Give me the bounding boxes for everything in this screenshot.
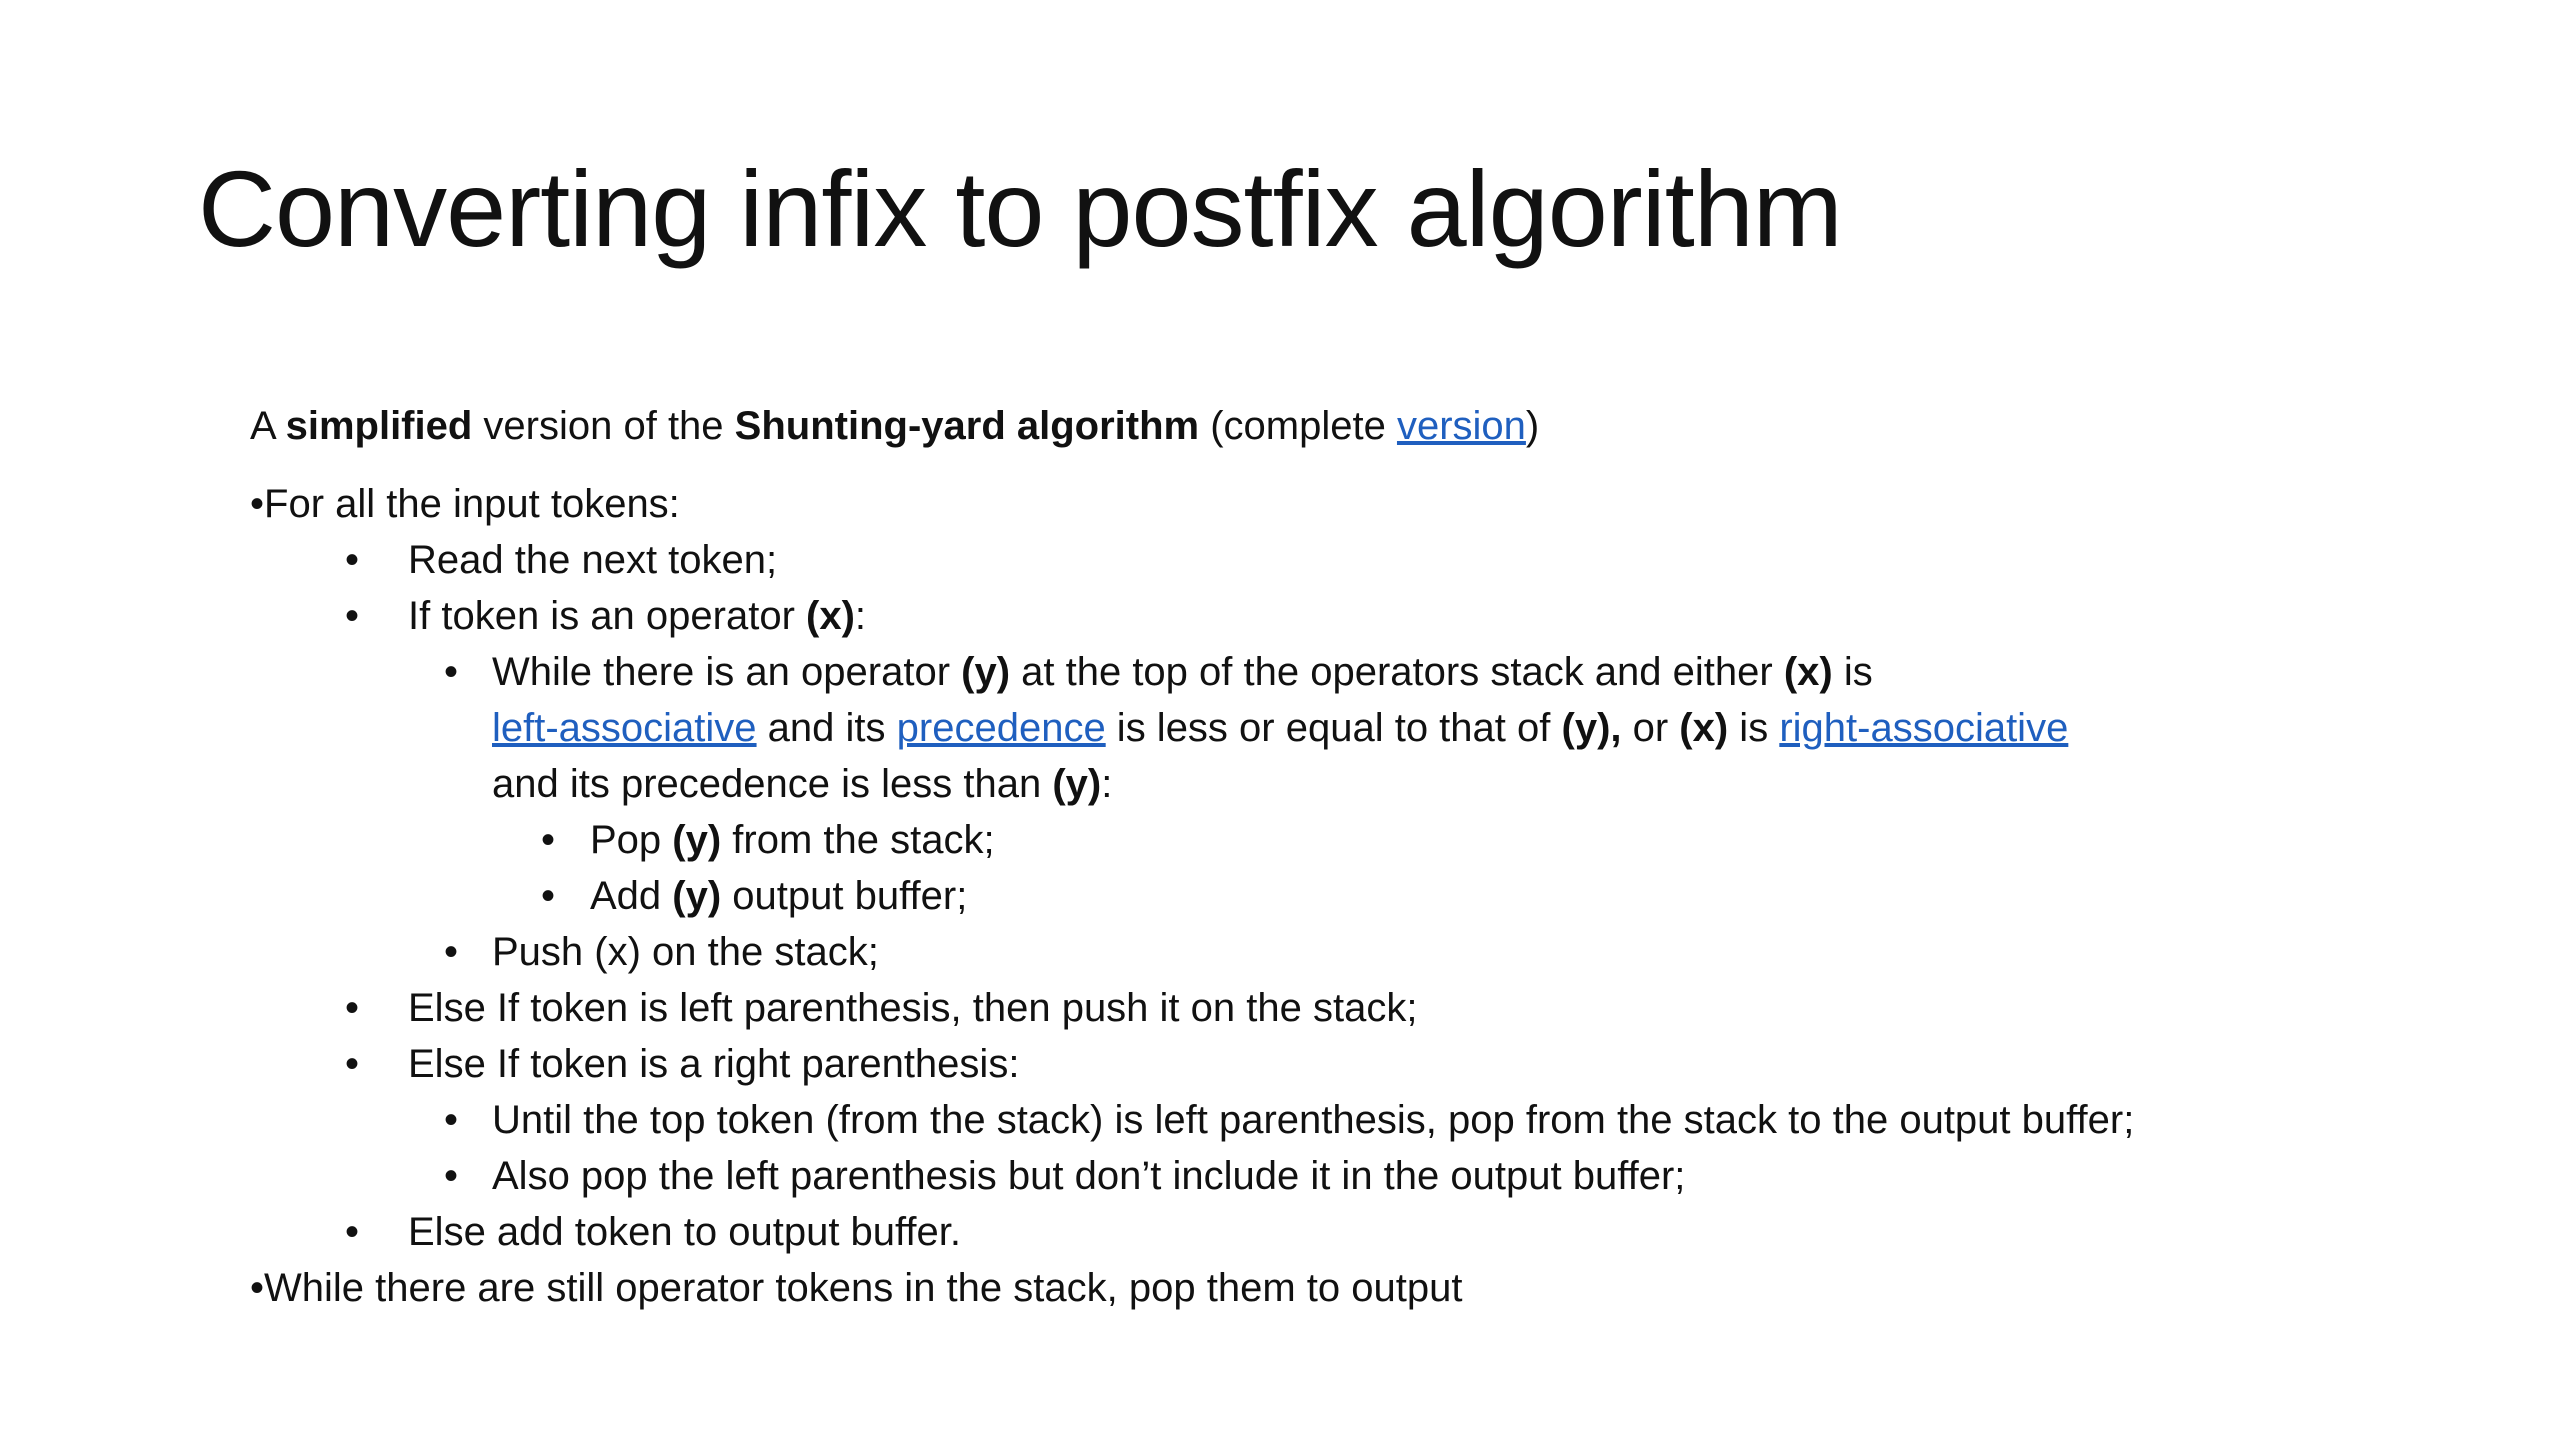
intro-bold-algorithm: Shunting-yard algorithm (734, 404, 1200, 448)
list-item (408, 980, 1417, 1036)
bold-y: (y) (672, 874, 722, 918)
list-item (408, 1036, 1019, 1092)
bullet-dot: • (345, 1042, 360, 1086)
slide-title: Converting infix to postfix algorithm (198, 148, 1842, 269)
intro-text: version of the (472, 404, 735, 448)
bold-x: (x) (806, 594, 855, 638)
bullet-dot: • (541, 818, 556, 862)
bullet-dot: • (444, 930, 459, 974)
bullet-dot: • (345, 594, 360, 638)
list-item (492, 1092, 2134, 1148)
bold-x: (x) (1679, 706, 1729, 750)
line-text: from the stack; (721, 818, 995, 862)
version-link[interactable]: version (1396, 404, 1526, 448)
precedence-link[interactable]: precedence (896, 706, 1106, 750)
list-item (408, 588, 866, 644)
line-text: output buffer; (721, 874, 968, 918)
line-text: Also pop the left parenthesis but don’t include it in the output buffer; (492, 1154, 1686, 1198)
line-text: : (1101, 762, 1113, 806)
bold-y: (y) (1052, 762, 1102, 806)
line-text: is less or equal to that of (1105, 706, 1562, 750)
list-item (492, 924, 879, 980)
bullet-dot: • (345, 1210, 360, 1254)
right-associative-link[interactable]: right-associative (1779, 706, 2069, 750)
line-text: Else If token is left parenthesis, then push it on the stack; (408, 986, 1418, 1030)
bullet-top: • (250, 1266, 265, 1310)
left-associative-link[interactable]: left-associative (492, 706, 757, 750)
bold-x: (x) (1783, 650, 1833, 694)
bullet-dot: • (345, 538, 360, 582)
bullet-top: • (250, 482, 265, 526)
line-text: While there is an operator (492, 650, 962, 694)
bullet-dot: • (444, 1154, 459, 1198)
intro-line (250, 398, 1539, 454)
list-item (250, 1260, 1462, 1316)
line-text: is (1832, 650, 1873, 694)
intro-text: (complete (1199, 404, 1397, 448)
bullet-dot: • (541, 874, 556, 918)
intro-text: ) (1525, 404, 1540, 448)
list-item-continuation (492, 756, 1112, 812)
line-text: is (1728, 706, 1780, 750)
line-text: Push (x) on the stack; (492, 930, 879, 974)
list-item (492, 1148, 1685, 1204)
line-text: While there are still operator tokens in the stack, pop them to output (264, 1266, 1463, 1310)
line-text: For all the input tokens: (264, 482, 680, 526)
line-text: Add (590, 874, 673, 918)
list-item (250, 476, 680, 532)
intro-text: A (250, 404, 286, 448)
list-item (408, 532, 777, 588)
line-text: If token is an operator (408, 594, 807, 638)
list-item (590, 868, 967, 924)
list-item (590, 812, 995, 868)
bullet-dot: • (345, 986, 360, 1030)
line-text: and its precedence is less than (492, 762, 1053, 806)
line-text: Else If token is a right parenthesis: (408, 1042, 1020, 1086)
line-text: Else add token to output buffer. (408, 1210, 962, 1254)
bullet-dot: • (444, 1098, 459, 1142)
line-text: and its (756, 706, 897, 750)
line-text: or (1621, 706, 1680, 750)
line-text: Until the top token (from the stack) is left parenthesis, pop from the stack to the output buffer; (492, 1098, 2135, 1142)
bold-y: (y) (672, 818, 722, 862)
bold-y: (y), (1561, 706, 1622, 750)
intro-bold-simplified: simplified (285, 404, 473, 448)
bold-y: (y) (961, 650, 1011, 694)
bullet-dot: • (444, 650, 459, 694)
list-item-continuation (492, 700, 2068, 756)
list-item (492, 644, 1873, 700)
line-text: Read the next token; (408, 538, 778, 582)
line-text: at the top of the operators stack and either (1010, 650, 1784, 694)
list-item (408, 1204, 961, 1260)
line-text: Pop (590, 818, 673, 862)
line-text: : (854, 594, 867, 638)
